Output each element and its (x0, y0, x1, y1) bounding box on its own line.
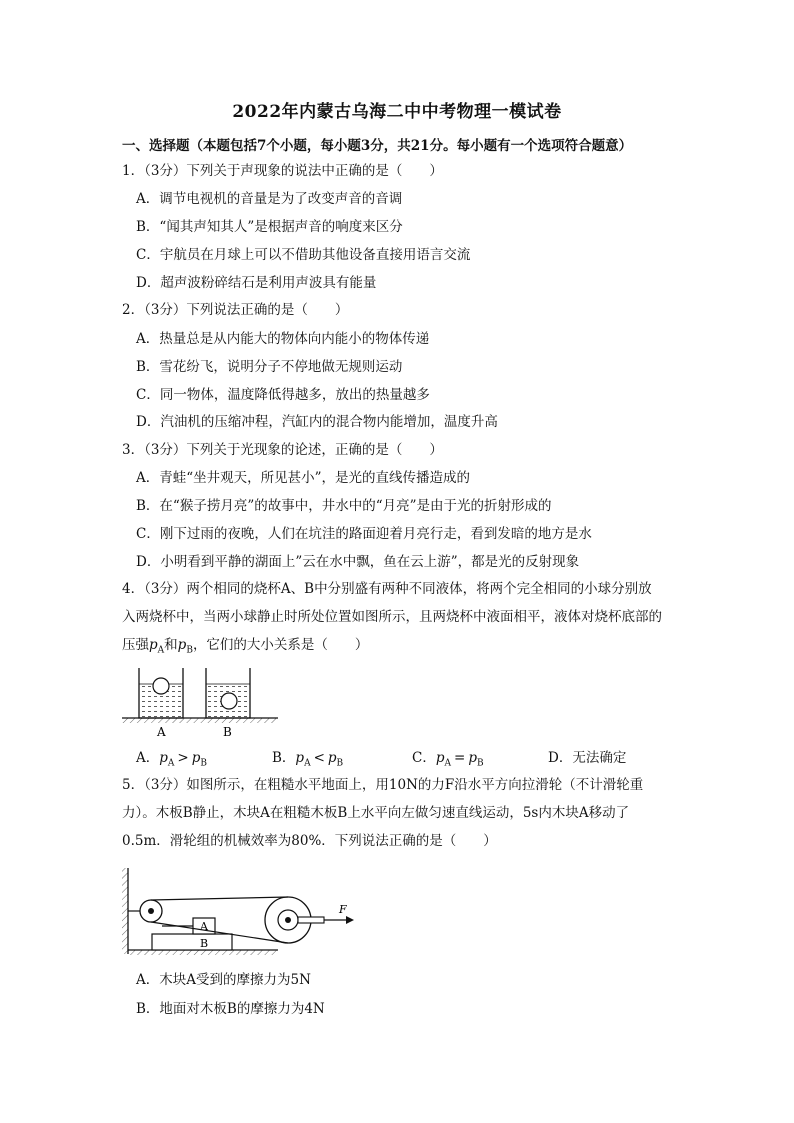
ground2-hatch (128, 950, 278, 955)
q5-stem-line2: 力）。木板B静止，木块A在粗糙木板B上水平向左做匀速直线运动，5s内木块A移动了 (122, 805, 630, 821)
beaker-a-label: A (157, 725, 166, 739)
q4-option-a (136, 746, 207, 769)
q3-option-a: A．青蛙“坐井观天，所见甚小”，是光的直线传播造成的 (136, 470, 471, 486)
q4-var-p: p (295, 750, 305, 766)
q4-var-p: p (191, 750, 201, 766)
q3-stem: 3．（3分）下列关于光现象的论述，正确的是（ ） (122, 442, 443, 458)
force-arrowhead (346, 916, 354, 924)
block-a-label: A (200, 920, 208, 933)
q4-sub-b: B (476, 758, 484, 769)
q4-sub-b: B (200, 758, 207, 769)
beaker-b-label: B (223, 725, 232, 739)
q2-option-a: A．热量总是从内能大的物体向内能小的物体传递 (136, 331, 430, 347)
q4-stem-line3 (122, 635, 368, 661)
q2-option-b: B．雪花纷飞，说明分子不停地做无规则运动 (136, 359, 403, 375)
q4-op-eq: = (454, 750, 466, 766)
q1-option-a: A．调节电视机的音量是为了改变声音的音调 (136, 191, 403, 207)
q4-sub-b: B (186, 645, 193, 656)
q4-option-d: D．无法确定 (548, 750, 627, 766)
board-b-label: B (200, 937, 209, 950)
q4-var-p: p (468, 750, 477, 766)
q1-option-d: D．超声波粉碎结石是利用声波具有能量 (136, 275, 377, 291)
q5-option-b: B．地面对木板B的摩擦力为4N (136, 1001, 325, 1017)
q4-sub-a: A (304, 758, 311, 769)
pull-rod (298, 917, 324, 923)
q1-stem: 1．（3分）下列关于声现象的说法中正确的是（ ） (122, 163, 443, 179)
ball-a (153, 678, 169, 694)
q1-option-c: C．宇航员在月球上可以不借助其他设备直接用语言交流 (136, 247, 471, 263)
q5-pulley-figure (120, 866, 360, 958)
movable-pulley-axle (285, 917, 291, 923)
ball-b (221, 693, 237, 709)
q4-op-lt: < (313, 750, 325, 766)
q1-option-b: B．“闻其声知其人”是根据声音的响度来区分 (136, 219, 403, 235)
q4-var-p: p (159, 750, 168, 766)
q4-sub-a: A (444, 758, 451, 769)
q4-sub-b: B (336, 758, 344, 769)
q3-option-b: B．在“猴子捞月亮”的故事中，井水中的“月亮”是由于光的折射形成的 (136, 498, 552, 514)
q4-stem-line2: 入两烧杯中，当两小球静止时所处位置如图所示，且两烧杯中液面相平，液体对烧杯底部的 (122, 609, 662, 625)
q4-var-p: p (149, 637, 158, 653)
q4-beakers-figure (118, 664, 288, 744)
q4-var-p: p (435, 750, 445, 766)
fixed-pulley-axle (148, 908, 154, 914)
q5-option-a: A．木块A受到的摩擦力为5N (136, 972, 311, 988)
q4-options (136, 746, 696, 769)
q4-option-b-label: B． (272, 750, 296, 766)
q3-option-c: C．刚下过雨的夜晚，人们在坑洼的路面迎着月亮行走，看到发暗的地方是水 (136, 526, 592, 542)
q4-line3-pre: 压强 (122, 637, 149, 653)
q2-option-c: C．同一物体，温度降低得越多，放出的热量越多 (136, 387, 430, 403)
q4-option-c (412, 746, 484, 769)
q2-stem: 2．（3分）下列说法正确的是（ ） (122, 302, 349, 318)
q4-line3-mid: 和 (164, 637, 178, 653)
board-b (152, 934, 232, 950)
section-heading: 一、选择题（本题包括7个小题，每小题3分，共21分。每小题有一个选项符合题意） (122, 138, 633, 154)
q4-var-p: p (327, 750, 337, 766)
q4-option-a-label: A． (136, 750, 160, 766)
q3-option-d: D．小明看到平静的湖面上”云在水中飘，鱼在云上游”，都是光的反射现象 (136, 554, 580, 570)
q5-stem-line3: 0.5m．滑轮组的机械效率为80%．下列说法正确的是（ ） (122, 833, 497, 849)
q4-stem-line1: 4．（3分）两个相同的烧杯A、B中分别盛有两种不同液体，将两个完全相同的小球分别放 (122, 581, 652, 597)
rope-top (151, 897, 288, 900)
q4-line3-post: ，它们的大小关系是（ ） (192, 637, 369, 653)
wall-hatch (122, 868, 128, 954)
q4-op-gt: > (177, 750, 189, 766)
q2-option-d: D．汽油机的压缩冲程，汽缸内的混合物内能增加，温度升高 (136, 414, 498, 430)
q4-option-c-label: C． (412, 750, 436, 766)
q4-option-b (272, 746, 343, 769)
q4-var-p: p (177, 637, 187, 653)
q4-sub-a: A (167, 758, 175, 769)
force-label: F (339, 903, 347, 916)
q4-sub-a: A (157, 645, 165, 656)
ground-hatch (122, 718, 278, 723)
q5-stem-line1: 5．（3分）如图所示，在粗糙水平地面上，用10N的力F沿水平方向拉滑轮（不计滑轮重 (122, 777, 644, 793)
page-title: 2022年内蒙古乌海二中中考物理一模试卷 (232, 102, 562, 122)
